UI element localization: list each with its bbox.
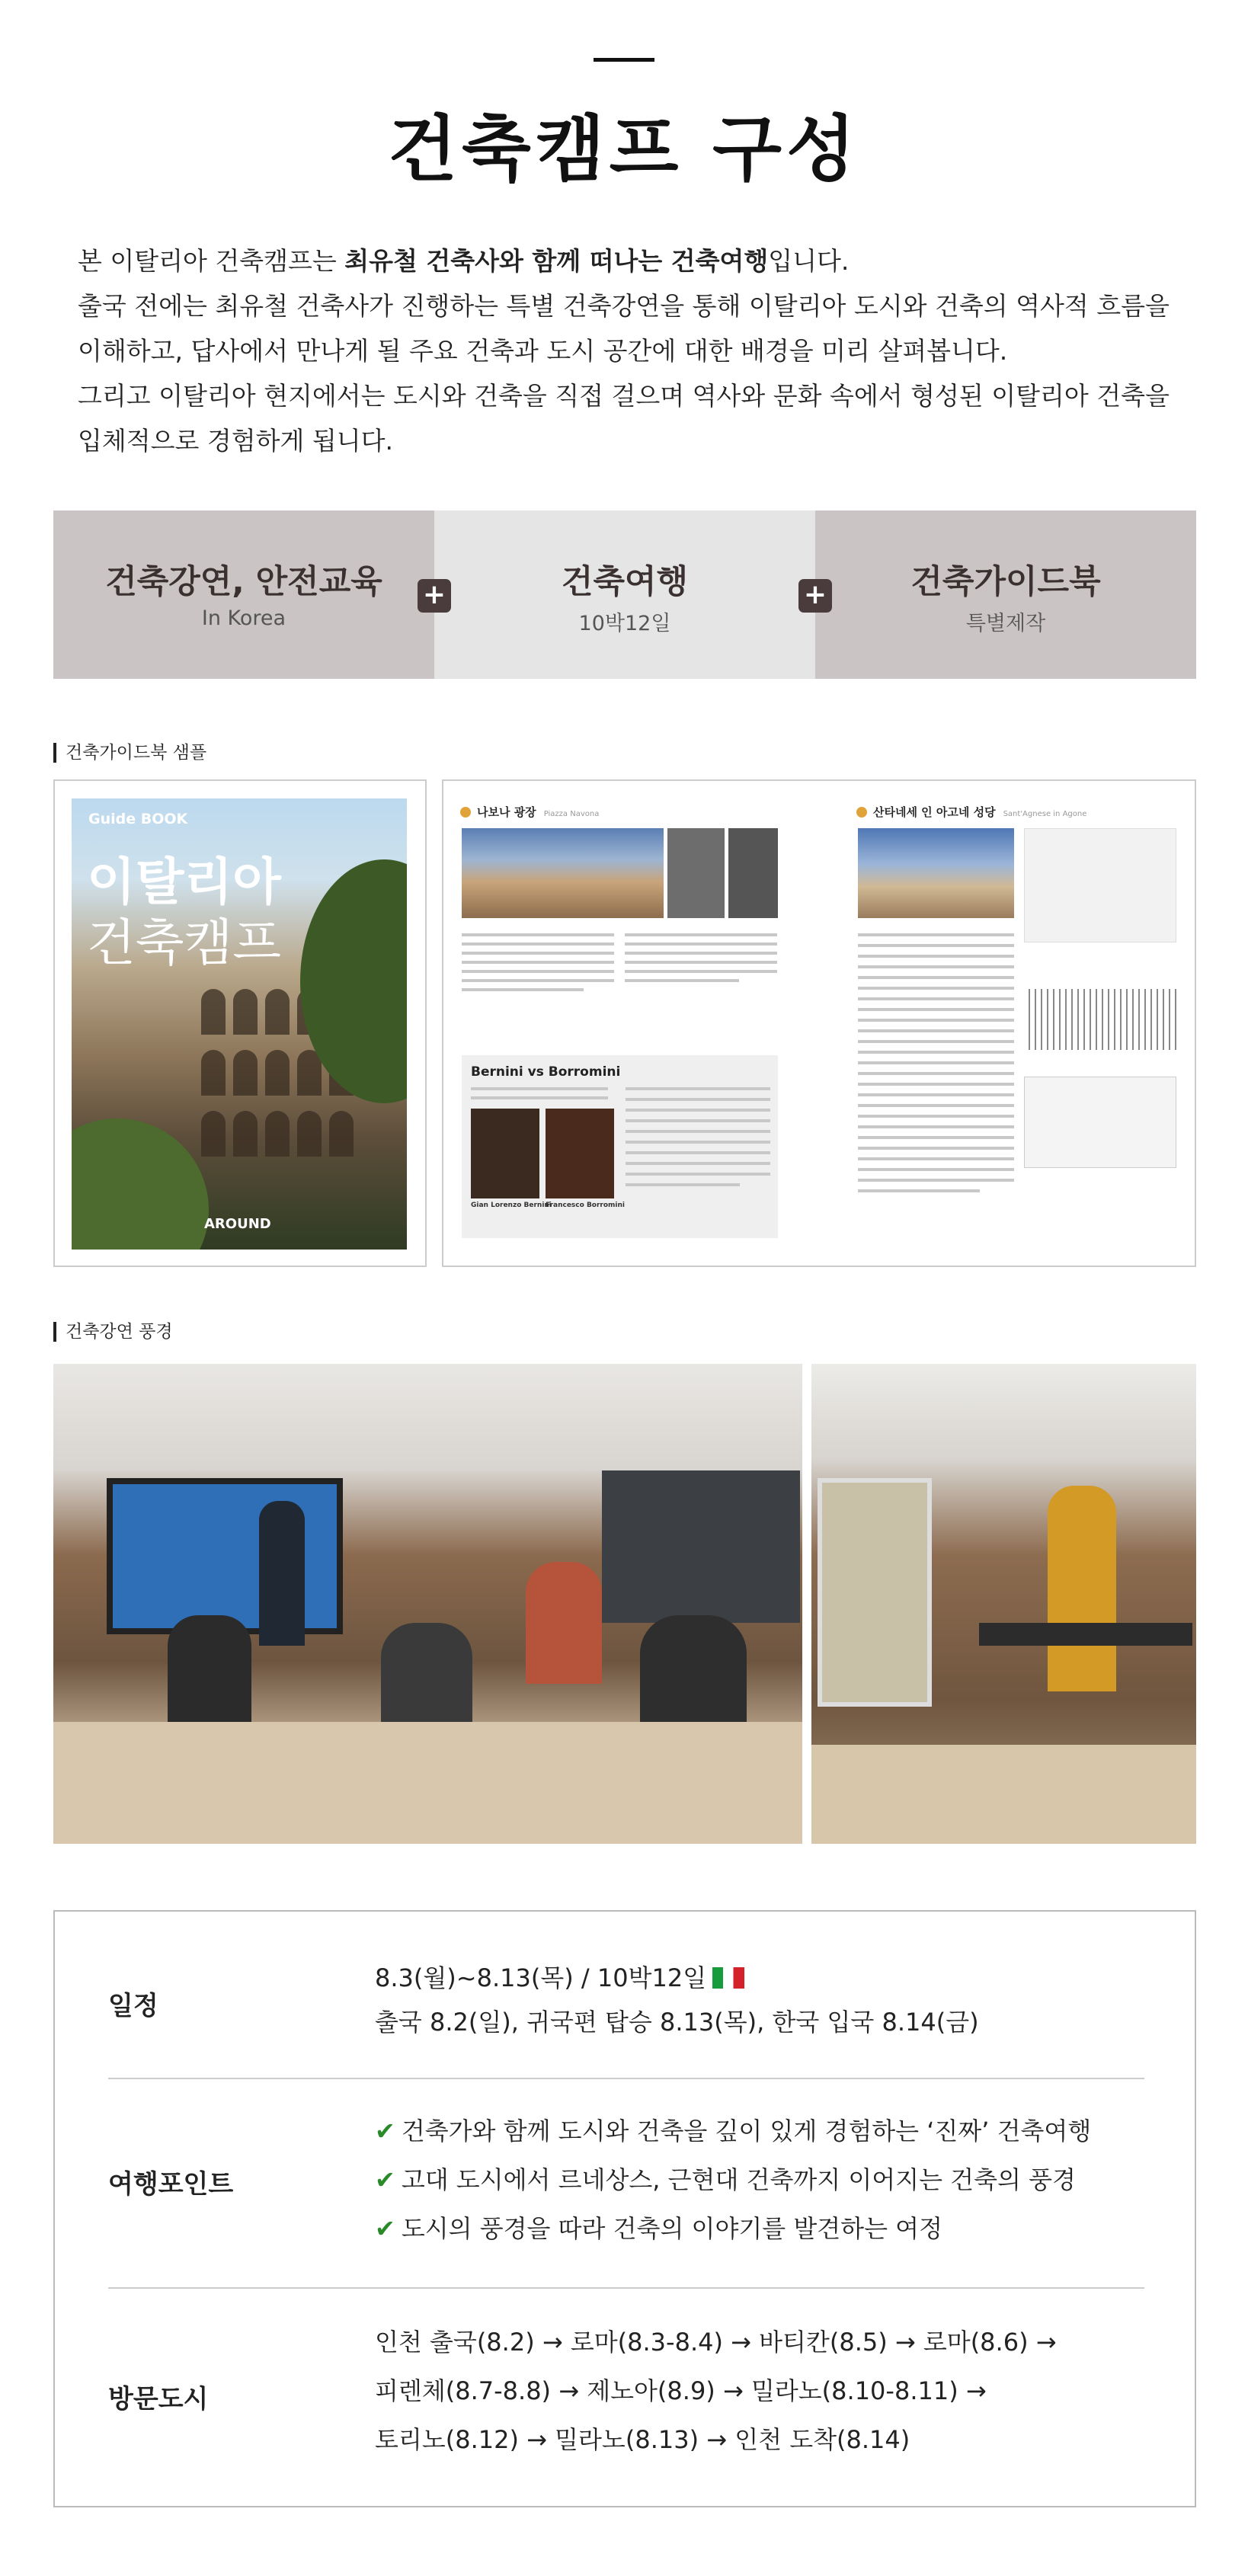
- portrait2-name: Francesco Borromini: [546, 1202, 625, 1209]
- cities-line-3: 토리노(8.12) → 밀라노(8.13) → 인천 도착(8.14): [375, 2425, 910, 2454]
- text-line: [858, 1029, 1014, 1032]
- desk-surface: [811, 1745, 1196, 1844]
- borromini-portrait: [546, 1109, 614, 1198]
- cities-line-1: 인천 출국(8.2) → 로마(8.3-8.4) → 바티칸(8.5) → 로마(8.6) →: [375, 2328, 1057, 2357]
- italy-flag-icon: [712, 1967, 744, 1989]
- text-line: [625, 961, 777, 964]
- text-line: [858, 1061, 1014, 1064]
- map-photo: [667, 828, 725, 918]
- text-line: [625, 952, 777, 955]
- title-divider: [594, 58, 654, 62]
- text-line: [858, 1147, 1014, 1150]
- point-text: 고대 도시에서 르네상스, 근현대 건축까지 이어지는 건축의 풍경: [401, 2165, 1076, 2194]
- page-title: 건축캠프 구성: [388, 108, 860, 191]
- text-line: [625, 970, 777, 973]
- text-line: [858, 1072, 1014, 1075]
- intro-line-5: 입체적으로 경험하게 됩니다.: [78, 426, 394, 456]
- intro-line-4: 그리고 이탈리아 현지에서는 도시와 건축을 직접 걸으며 역사와 문화 속에서 형성된 이탈리아 건축을: [78, 381, 1170, 411]
- text-line: [462, 942, 614, 946]
- text-line: [626, 1098, 770, 1101]
- cover-title-1: 이탈리아: [87, 853, 282, 911]
- intro-line-1: [78, 238, 1175, 283]
- presenter-figure: [259, 1501, 305, 1646]
- lecture-photo-1: [53, 1364, 802, 1844]
- intro-line-1-bold: 최유철 건축사와 함께 떠나는 건축여행: [344, 246, 769, 276]
- lecture-section-label: 건축강연 풍경: [53, 1322, 173, 1342]
- text-line: [462, 988, 584, 991]
- text-line: [858, 965, 1014, 968]
- guidebook-cover-sample: [53, 779, 427, 1267]
- text-line: [471, 1096, 608, 1099]
- bernini-borromini-box: [462, 1055, 778, 1238]
- page2-heading: [856, 804, 1086, 820]
- text-line: [626, 1119, 770, 1122]
- component-guidebook-title: 건축가이드북: [910, 563, 1101, 601]
- component-trip: [434, 510, 815, 679]
- floor-plan-drawing: [1024, 1077, 1176, 1168]
- text-line: [462, 961, 614, 964]
- schedule-label: 일정: [108, 1991, 158, 2021]
- trip-info-table: [53, 1910, 1196, 2507]
- text-line: [858, 1051, 1014, 1054]
- text-line: [858, 976, 1014, 979]
- cover-small-label: Guide BOOK: [88, 811, 188, 827]
- text-line: [471, 1087, 608, 1090]
- guidebook-spread-sample: [442, 779, 1196, 1267]
- cover-title-2: 건축캠프: [87, 914, 282, 972]
- text-line: [858, 1136, 1014, 1139]
- text-line: [858, 1125, 1014, 1128]
- spread-right-page: [847, 795, 1182, 1252]
- window-panel: [602, 1470, 800, 1623]
- guidebook-section-label: 건축가이드북 샘플: [53, 743, 206, 763]
- dome-drawing: [1024, 828, 1176, 942]
- page1-heading-en: Piazza Navona: [543, 810, 600, 818]
- component-guidebook: [815, 510, 1196, 679]
- text-line: [858, 1104, 1014, 1107]
- box-title: Bernini vs Borromini: [471, 1064, 621, 1080]
- presentation-screen: [107, 1478, 343, 1634]
- church-photo: [858, 828, 1014, 918]
- text-line: [626, 1141, 770, 1144]
- presenter-figure: [1048, 1486, 1116, 1691]
- page1-heading-ko: 나보나 광장: [477, 805, 536, 819]
- plus-icon: +: [418, 579, 451, 613]
- page2-heading-ko: 산타네세 인 아고네 성당: [873, 805, 996, 819]
- component-lecture-sub: In Korea: [201, 606, 286, 630]
- intro-line-1-post: 입니다.: [768, 246, 850, 276]
- text-line: [626, 1087, 770, 1090]
- portrait1-name: Gian Lorenzo Bernini: [471, 1202, 552, 1209]
- plus-icon: +: [798, 579, 832, 613]
- text-line: [858, 955, 1014, 958]
- audience-figure: [526, 1562, 602, 1684]
- text-line: [626, 1130, 770, 1133]
- text-line: [858, 1083, 1014, 1086]
- cities-line-2: 피렌체(8.7-8.8) → 제노아(8.9) → 밀라노(8.10-8.11) →: [375, 2376, 987, 2405]
- point-text: 건축가와 함께 도시와 건축을 깊이 있게 경험하는 ‘진짜’ 건축여행: [401, 2117, 1092, 2146]
- component-trip-sub: 10박12일: [578, 612, 671, 635]
- bernini-portrait: [471, 1109, 539, 1198]
- point-item: [375, 2161, 1076, 2196]
- points-label: 여행포인트: [108, 2169, 234, 2200]
- text-line: [858, 1157, 1014, 1160]
- check-icon: ✔: [375, 2117, 395, 2146]
- component-lecture: [53, 510, 434, 679]
- text-line: [626, 1151, 770, 1154]
- text-line: [858, 944, 1014, 947]
- text-line: [462, 979, 614, 982]
- point-item: [375, 2112, 1091, 2147]
- schedule-line-2: 출국 8.2(일), 귀국편 탑승 8.13(목), 한국 입국 8.14(금): [375, 2008, 979, 2037]
- cities-label: 방문도시: [108, 2384, 209, 2414]
- component-trip-title: 건축여행: [561, 563, 689, 601]
- check-icon: ✔: [375, 2214, 395, 2243]
- lecture-photo-2: [811, 1364, 1196, 1844]
- text-line: [626, 1183, 740, 1186]
- text-line: [858, 987, 1014, 990]
- text-line: [858, 933, 1014, 936]
- text-line: [625, 933, 777, 936]
- text-line: [858, 1115, 1014, 1118]
- text-line: [858, 1093, 1014, 1096]
- text-line: [626, 1162, 770, 1165]
- text-line: [858, 1168, 1014, 1171]
- lectern: [979, 1623, 1192, 1646]
- spread-left-page: [451, 795, 786, 1252]
- intro-line-2: 출국 전에는 최유철 건축사가 진행하는 특별 건축강연을 통해 이탈리아 도시와 건축의 역사적 흐름을: [78, 291, 1170, 321]
- check-icon: ✔: [375, 2165, 395, 2194]
- divider: [108, 2078, 1144, 2079]
- intro-line-3: 이해하고, 답사에서 만나게 될 주요 건축과 도시 공간에 대한 배경을 미리 살펴봅니다.: [78, 336, 1008, 366]
- point-text: 도시의 풍경을 따라 건축의 이야기를 발견하는 여정: [401, 2214, 942, 2243]
- text-line: [626, 1109, 770, 1112]
- text-line: [625, 942, 777, 946]
- divider: [108, 2287, 1144, 2289]
- text-line: [858, 1008, 1014, 1011]
- colosseum-arches: [201, 1111, 354, 1157]
- schedule-line-1: [375, 1959, 744, 1994]
- component-lecture-title: 건축강연, 안전교육: [105, 563, 382, 601]
- page1-heading: [460, 804, 599, 820]
- palm-foliage: [72, 1118, 209, 1250]
- intro-text: [78, 238, 1175, 463]
- component-guidebook-sub: 특별제작: [965, 612, 1046, 635]
- intro-line-1-pre: 본 이탈리아 건축캠프는: [78, 246, 345, 276]
- guidebook-cover-image: [72, 798, 407, 1250]
- text-line: [858, 1179, 1014, 1182]
- page2-heading-en: Sant'Agnese in Agone: [1003, 810, 1087, 818]
- text-line: [462, 970, 614, 973]
- text-line: [625, 979, 739, 982]
- text-line: [858, 1019, 1014, 1022]
- text-line: [858, 997, 1014, 1000]
- text-line: [462, 952, 614, 955]
- components-banner: [53, 510, 1196, 679]
- map-photo: [728, 828, 778, 918]
- text-line: [858, 1040, 1014, 1043]
- text-line: [626, 1173, 770, 1176]
- text-line: [462, 933, 614, 936]
- text-line: [858, 1189, 980, 1192]
- cover-logo: AROUND: [204, 1216, 271, 1232]
- facade-drawing: [1024, 989, 1176, 1050]
- map-screen: [818, 1478, 932, 1707]
- piazza-photo: [462, 828, 664, 918]
- point-item: [375, 2210, 942, 2245]
- desk-surface: [53, 1722, 802, 1844]
- schedule-dates: 8.3(월)~8.13(목) / 10박12일: [375, 1963, 707, 1992]
